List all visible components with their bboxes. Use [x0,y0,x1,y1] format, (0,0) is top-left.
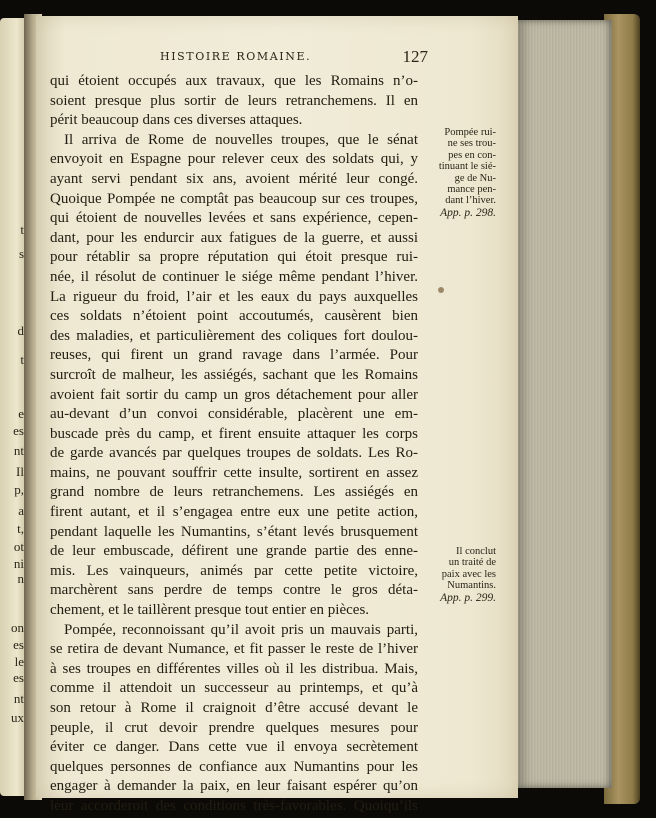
text-line: reuses, qui firent un grand ravage dans l’armée. Pour [50,347,418,364]
text-line: née, il résolut de continuer le siége même pendant l’hiver. [50,268,418,285]
fragment: nt [13,443,24,458]
text-line: des maladies, et particulièrement des coliques fort doulou- [50,327,418,344]
fragment: e [18,406,24,421]
text-line: quelques personnes de confiance aux Numantins pour les [50,758,418,775]
fragment: es [13,670,24,685]
margin-note-line: paix avec les [441,568,496,580]
text-line: de leur embuscade, défirent une grande partie des enne- [50,543,418,560]
text-line: chement, et le taillèrent presque tout entier en pièces. [50,602,370,619]
text-line: La rigueur du froid, l’air et les eaux du pays auxquelles [50,288,418,305]
fragment: a [18,503,24,518]
text-line: marchèrent sans perdre de temps contre le gros déta- [50,582,418,599]
text-line: pendant laquelle les Numantins, s’étant levés brusquement [50,523,418,540]
text-line: firent autant, et il s’engagea entre eux une petite action, [50,504,418,521]
text-line: avoient fait sortir du camp un gros détachement pour aller [50,386,418,403]
fragment: nt [13,691,24,706]
margin-note-treaty [412,546,496,604]
fragment: ni [13,556,24,571]
fragment: t, [17,521,24,536]
fragment: es [13,637,24,652]
body-text [50,72,418,817]
margin-note-line: Il conclut [456,546,496,557]
fragment: es [13,423,24,438]
text-line: mis. Les vainqueurs, animés par cette petite victoire, [50,562,418,579]
fragment: le [14,654,24,669]
text-line: à ses troupes en différentes villes où il les distribua. Mais, [50,660,418,677]
margin-note-reference: App. p. 298. [440,206,496,219]
fragment: ot [13,539,24,554]
text-line: mains, ne pouvant souffrir cette insulte, sortirent en assez [50,464,418,481]
text-line: qui étoient occupés aux travaux, que les Romains n’o- [50,73,418,89]
text-line: qui étoient de nouvelles levées et sans expérience, cepen- [50,210,418,227]
margin-note-line: un traité de [448,557,496,569]
page-number: 127 [402,47,428,66]
margin-note-line: ge de Nu- [454,172,496,184]
text-line: peuple, il crut devoir prendre quelques mesures pour [50,719,418,736]
text-line: éviter ce danger. Dans cette vue il envoya secrètement [50,739,418,756]
text-line: buscade près du camp, et firent ensuite attaquer les corps [50,425,418,442]
fragment: p, [14,482,24,497]
text-line: dant, pour les endurcir aux fatigues de la guerre, et aussi [50,229,418,246]
fragment: t [20,352,24,367]
text-line: grand nombre de leurs retranchemens. Les assiégés en [50,484,418,501]
fragment: Il [16,464,24,479]
foxing-spot [438,287,444,293]
text-line: ayant servi pendant six ans, avoient mérité leur congé. [50,170,418,187]
text-line: périt beaucoup dans ces diverses attaques. [50,112,303,129]
margin-note-line: mance pen- [447,184,496,196]
text-line: se retira de devant Numance, et fit passer le reste de l’hiver [50,641,418,658]
margin-note-line: ne ses trou- [447,138,496,150]
text-line: pour rétablir sa propre réputation qui étoit presque rui- [50,249,418,266]
text-line: ces soldats n’étoient point accoutumés, causèrent bien [50,308,418,325]
margin-note-line: tinuant le sié- [438,161,496,173]
margin-note-line: dant l’hiver. [445,195,496,207]
fragment: d [17,323,24,338]
text-line: de garde avancés par quelques troupes de soldats. Les Ro- [50,445,418,462]
fragment: on [11,620,24,635]
paragraph-start-line: Pompée, reconnoissant qu’il avoit pris un mauvais parti, [64,621,418,638]
text-line: Quoique Pompée ne comptât pas beaucoup sur ces troupes, [50,190,418,207]
margin-note-line: pes en con- [448,149,496,161]
fragment: ux [11,710,24,725]
text-line: son retour à Rome il craignoit d’être accusé devant le [50,700,418,716]
text-line: engager à demander la paix, en leur faisant espérer qu’on [50,778,418,795]
text-line: comme il attendoit un successeur au printemps, et qu’à [50,680,418,697]
paragraph-start-line: Il arriva de Rome de nouvelles troupes, que le sénat [64,131,418,148]
margin-note-line: Pompée rui- [444,127,496,138]
margin-note-line: Numantins. [447,580,496,592]
text-line: envoyoit en Espagne pour relever ceux des soldats qui, y [50,151,418,168]
text-line: leur accorderoit des conditions très-favorables. Quoiqu’ils [50,797,418,814]
running-title: HISTOIRE ROMAINE. [160,50,312,63]
text-line: surcroît de malheur, les assiégés, sachant que les Romains [50,366,418,383]
fragment: n [17,571,24,586]
text-line: au-devant d’un convoi considérable, placèrent une em- [50,406,418,423]
fragment: s [18,246,24,261]
fragment: t [20,222,24,237]
margin-note-siege [412,127,496,219]
margin-note-reference: App. p. 299. [440,591,496,604]
page-edges [516,20,612,788]
text-line: soient presque plus sortir de leurs retranchemens. Il en [50,92,418,109]
